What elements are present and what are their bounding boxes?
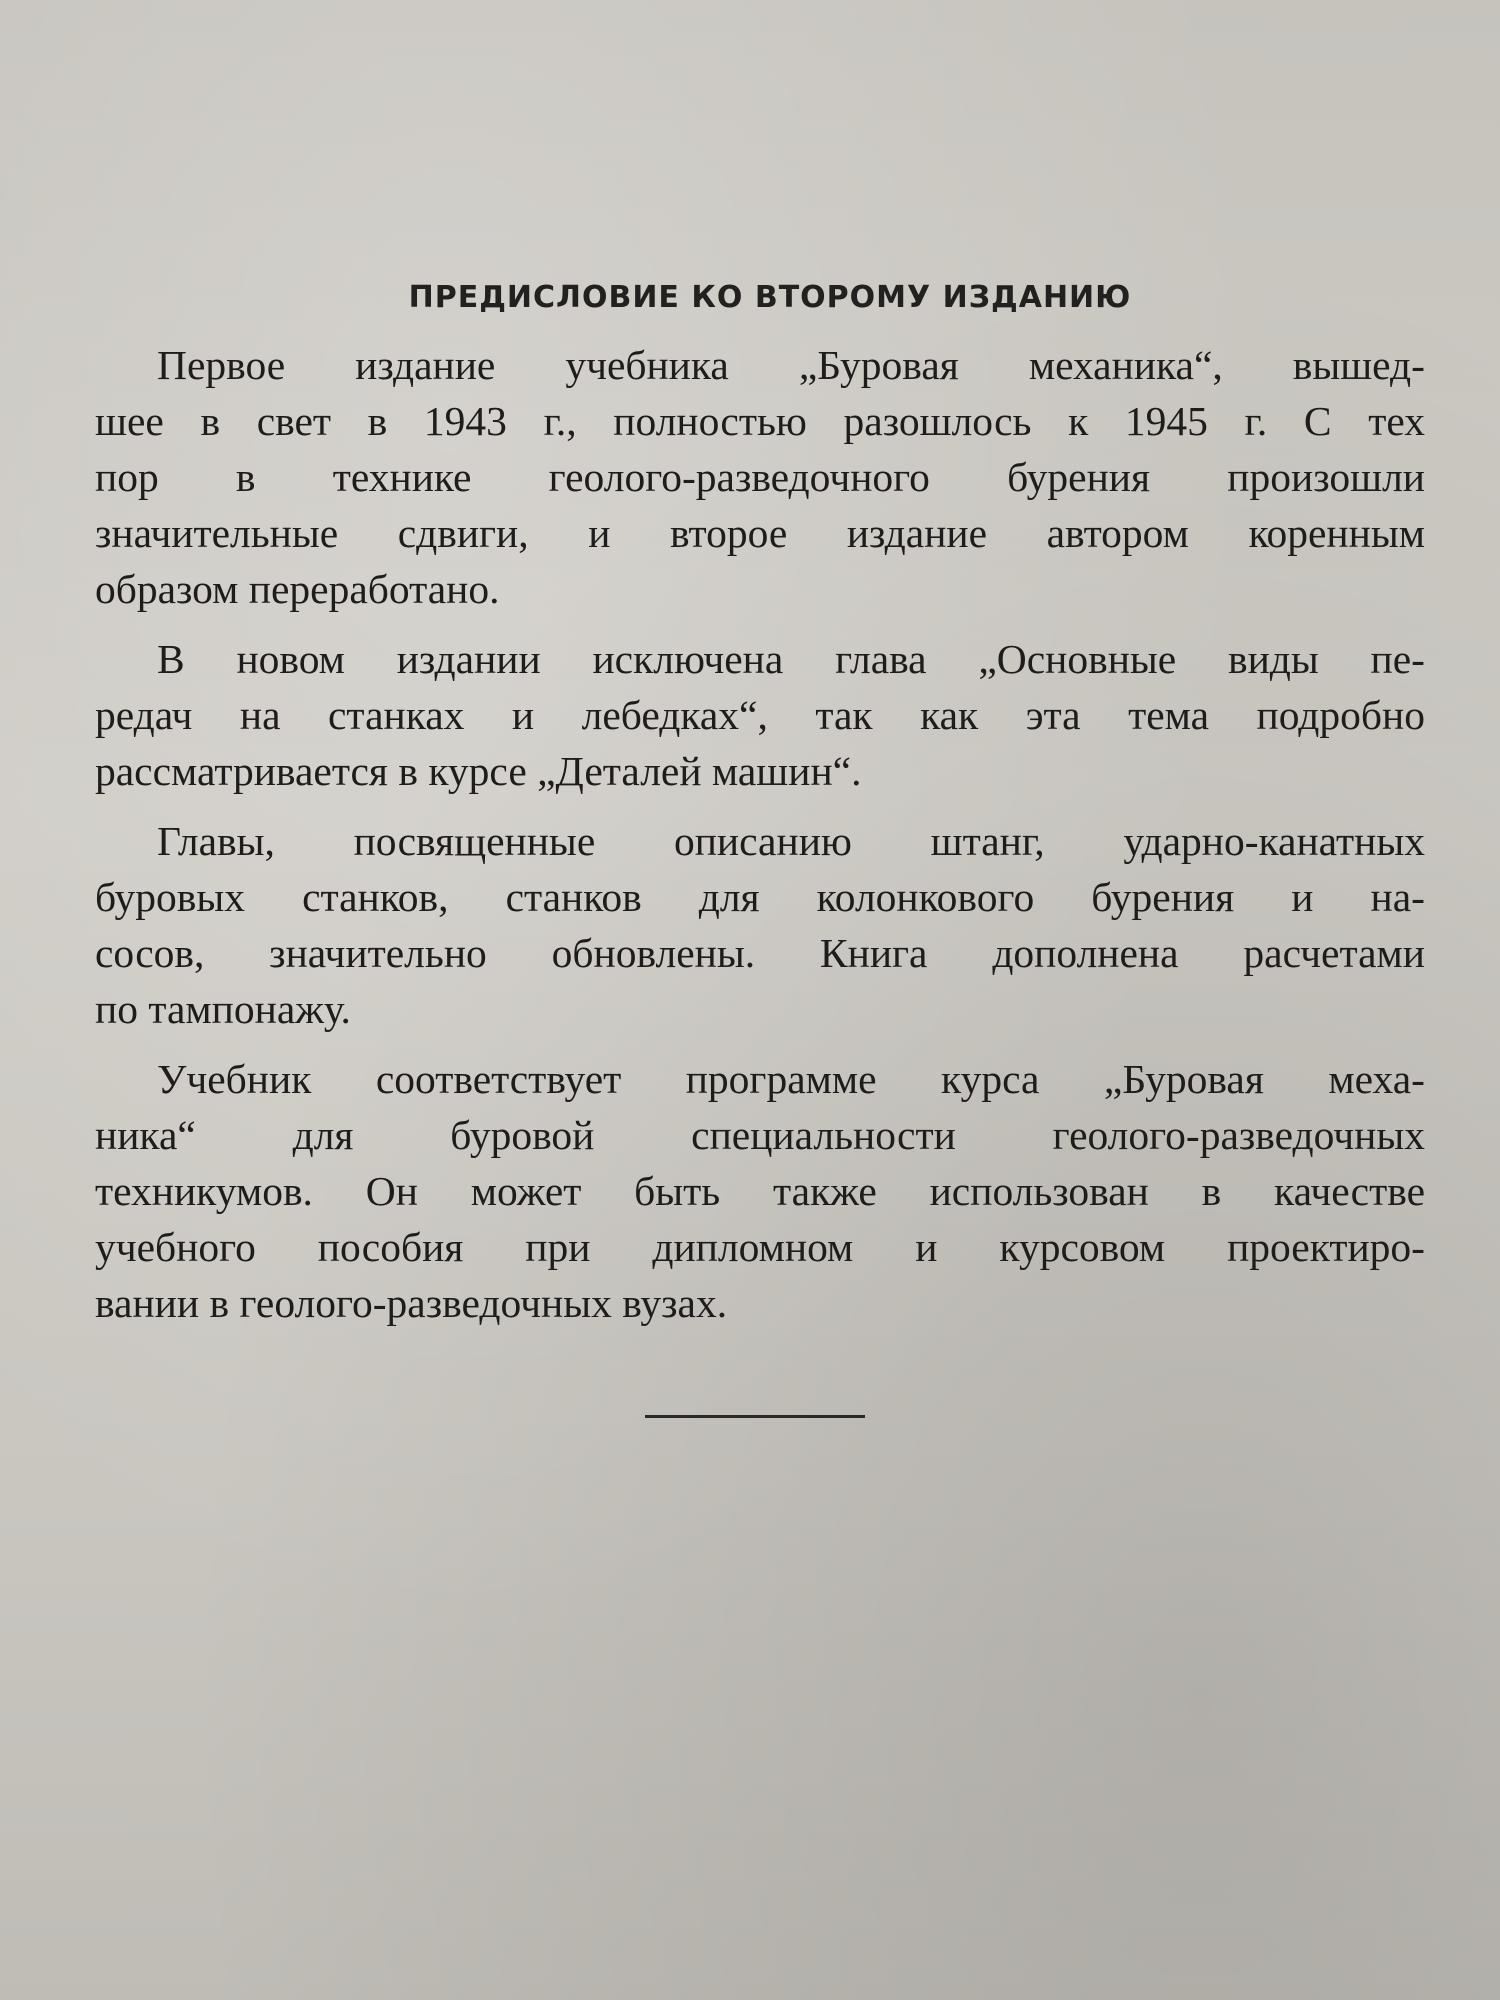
text-line: техникумов. Он может быть также использован в качестве xyxy=(95,1168,1425,1214)
paragraph-1 xyxy=(95,337,1425,617)
paragraph-4 xyxy=(95,1051,1425,1331)
text-line: по тампонажу. xyxy=(95,986,351,1032)
text-line: пор в технике геолого-разведочного бурения произошли xyxy=(95,454,1425,500)
preface-text xyxy=(95,280,1425,1345)
text-line: сосов, значительно обновлены. Книга дополнена расчетами xyxy=(95,930,1425,976)
text-line: учебного пособия при дипломном и курсовом проектиро- xyxy=(95,1224,1425,1270)
text-line: рассматривается в курсе „Деталей машин“. xyxy=(95,748,862,794)
paragraph-3 xyxy=(95,813,1425,1037)
text-line: редач на станках и лебедках“, так как эта тема подробно xyxy=(95,692,1425,738)
text-line: значительные сдвиги, и второе издание автором коренным xyxy=(95,510,1425,556)
text-line: буровых станков, станков для колонкового бурения и на- xyxy=(95,874,1425,920)
text-line: Главы, посвященные описанию штанг, ударно-канатных xyxy=(157,818,1425,864)
preface-heading: ПРЕДИСЛОВИЕ КО ВТОРОМУ ИЗДАНИЮ xyxy=(408,280,1132,315)
text-line: вании в геолого-разведочных вузах. xyxy=(95,1280,728,1326)
paragraph-2 xyxy=(95,631,1425,799)
text-line: Учебник соответствует программе курса „Буровая меха- xyxy=(157,1056,1425,1102)
closing-rule xyxy=(645,1415,865,1418)
text-line: образом переработано. xyxy=(95,566,500,612)
text-line: Первое издание учебника „Буровая механика“, вышед- xyxy=(157,342,1425,388)
text-line: ника“ для буровой специальности геолого-разведочных xyxy=(95,1112,1425,1158)
text-line: шее в свет в 1943 г., полностью разошлось к 1945 г. С тех xyxy=(95,398,1425,444)
text-line: В новом издании исключена глава „Основные виды пе- xyxy=(157,636,1425,682)
